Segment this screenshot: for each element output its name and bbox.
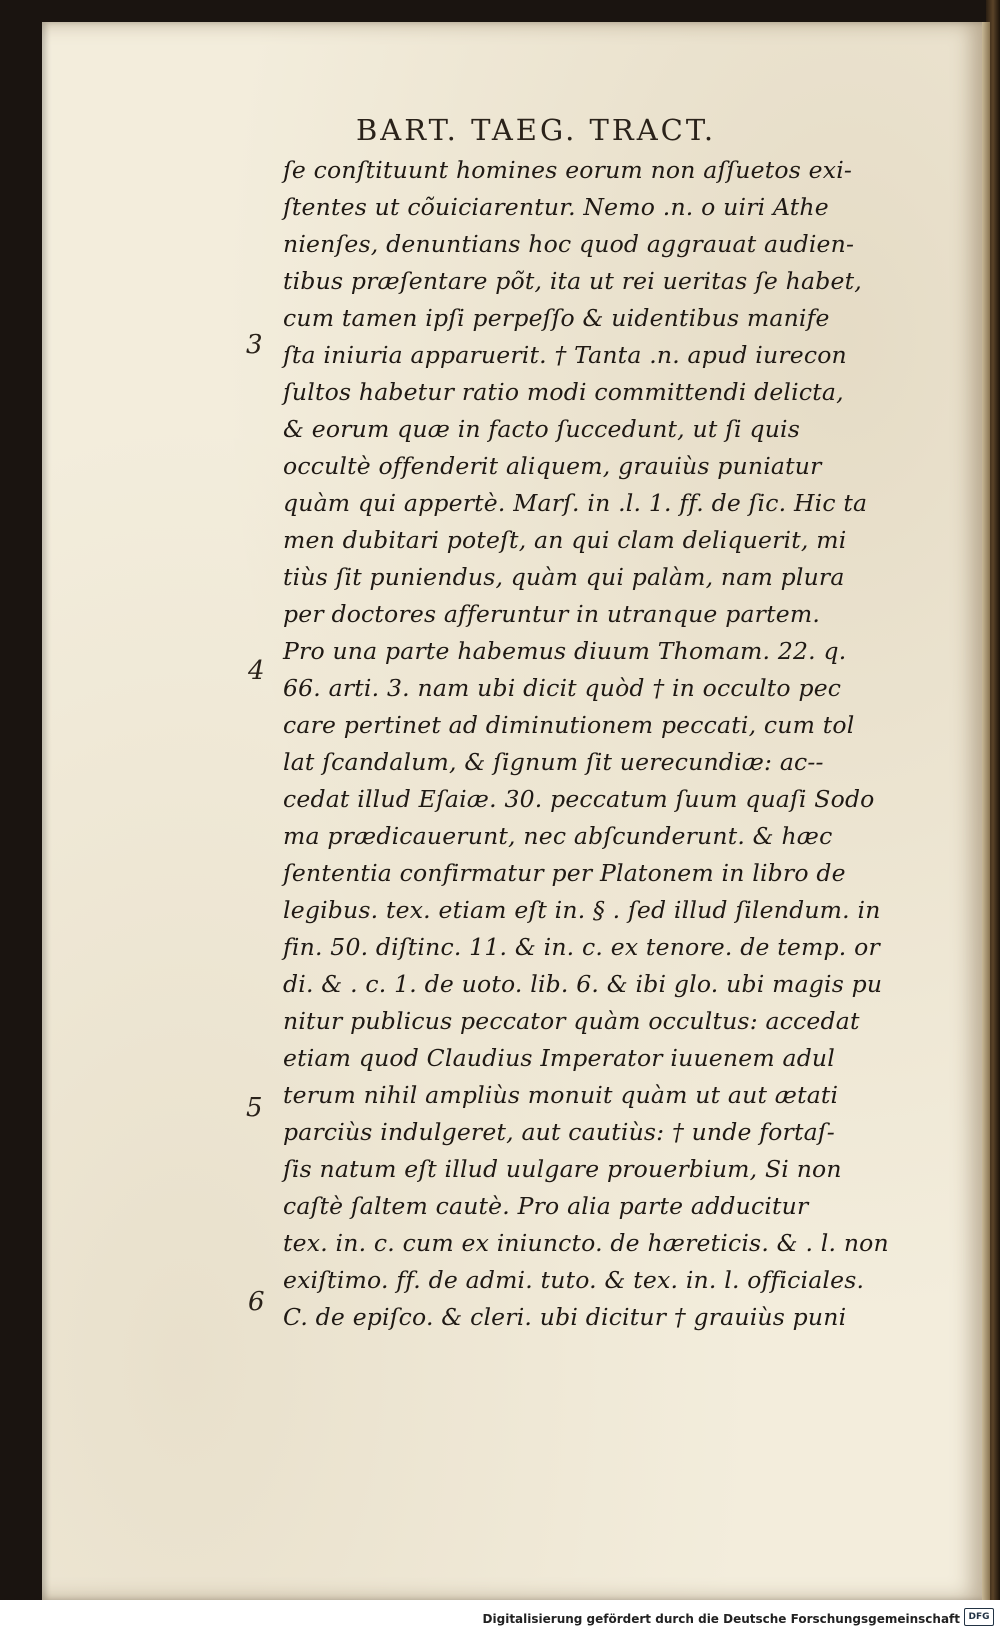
- text-line: quàm qui appertè. Marſ. in .l. 1. ff. de ſic. Hic ta: [283, 489, 868, 517]
- text-line: 66. arti. 3. nam ubi dicit quòd † in occulto pec: [283, 674, 842, 702]
- margin-number: 4: [248, 656, 265, 686]
- text-line: cum tamen ipſi perpeſſo & uidentibus manife: [283, 304, 830, 332]
- text-line: di. & . c. 1. de uoto. lib. 6. & ibi glo. ubi magis pu: [283, 970, 883, 998]
- footer-bar: [0, 1600, 1000, 1634]
- text-line: fin. 50. diſtinc. 11. & in. c. ex tenore. de temp. or: [283, 933, 880, 961]
- text-line: men dubitari poteſt, an qui clam deliquerit, mi: [283, 526, 847, 554]
- text-line: tibus præſentare põt, ita ut rei ueritas ſe habet,: [283, 267, 862, 295]
- text-line: ſe conſtituunt homines eorum non aſſuetos exi-: [283, 156, 853, 184]
- page-edge: [982, 22, 990, 1600]
- text-line: Pro una parte habemus diuum Thomam. 22. q.: [283, 637, 847, 665]
- margin-number: 3: [246, 330, 263, 360]
- text-line: occultè offenderit aliquem, grauiùs puniatur: [283, 452, 822, 480]
- text-line: nitur publicus peccator quàm occultus: accedat: [283, 1007, 860, 1035]
- dfg-logo-icon: DFG: [964, 1608, 994, 1626]
- funding-credit: Digitalisierung gefördert durch die Deutsche Forschungsgemeinschaft: [482, 1612, 960, 1626]
- text-line: legibus. tex. etiam eſt in. § . ſed illud ſilendum. in: [283, 896, 881, 924]
- text-line: ſultos habetur ratio modi committendi delicta,: [283, 378, 844, 406]
- text-line: ſis natum eſt illud uulgare prouerbium, Si non: [283, 1155, 842, 1183]
- text-line: caſtè ſaltem cautè. Pro alia parte adducitur: [283, 1192, 809, 1220]
- text-line: parciùs indulgeret, aut cautiùs: † unde fortaſ-: [283, 1118, 835, 1146]
- text-line: cedat illud Eſaiæ. 30. peccatum ſuum quaſi Sodo: [283, 785, 875, 813]
- text-line: etiam quod Claudius Imperator iuuenem adul: [283, 1044, 835, 1072]
- text-line: tex. in. c. cum ex iniuncto. de hæreticis. & . l. non: [283, 1229, 889, 1257]
- text-line: care pertinet ad diminutionem peccati, cum tol: [283, 711, 855, 739]
- text-line: & eorum quæ in facto ſuccedunt, ut ſi quis: [283, 415, 801, 443]
- running-head: BART. TAEG. TRACT.: [356, 113, 717, 147]
- text-line: ſententia confirmatur per Platonem in libro de: [283, 859, 846, 887]
- margin-number: 6: [248, 1287, 265, 1317]
- text-line: tiùs ſit puniendus, quàm qui palàm, nam plura: [283, 563, 845, 591]
- margin-number: 5: [246, 1093, 263, 1123]
- text-line: ſtentes ut cõuiciarentur. Nemo .n. o uiri Athe: [283, 193, 829, 221]
- text-line: terum nihil ampliùs monuit quàm ut aut ætati: [283, 1081, 839, 1109]
- text-line: ſta iniuria apparuerit. † Tanta .n. apud iurecon: [283, 341, 847, 369]
- text-line: nienſes, denuntians hoc quod aggrauat audien-: [283, 230, 855, 258]
- text-line: exiſtimo. ff. de admi. tuto. & tex. in. l. officiales.: [283, 1266, 865, 1294]
- text-line: ma prædicauerunt, nec abſcunderunt. & hæc: [283, 822, 833, 850]
- text-line: C. de epiſco. & cleri. ubi dicitur † grauiùs puni: [283, 1303, 847, 1331]
- text-line: per doctores afferuntur in utranque partem.: [283, 600, 820, 628]
- text-line: lat ſcandalum, & ſignum ſit uerecundiæ: ac--: [283, 748, 824, 776]
